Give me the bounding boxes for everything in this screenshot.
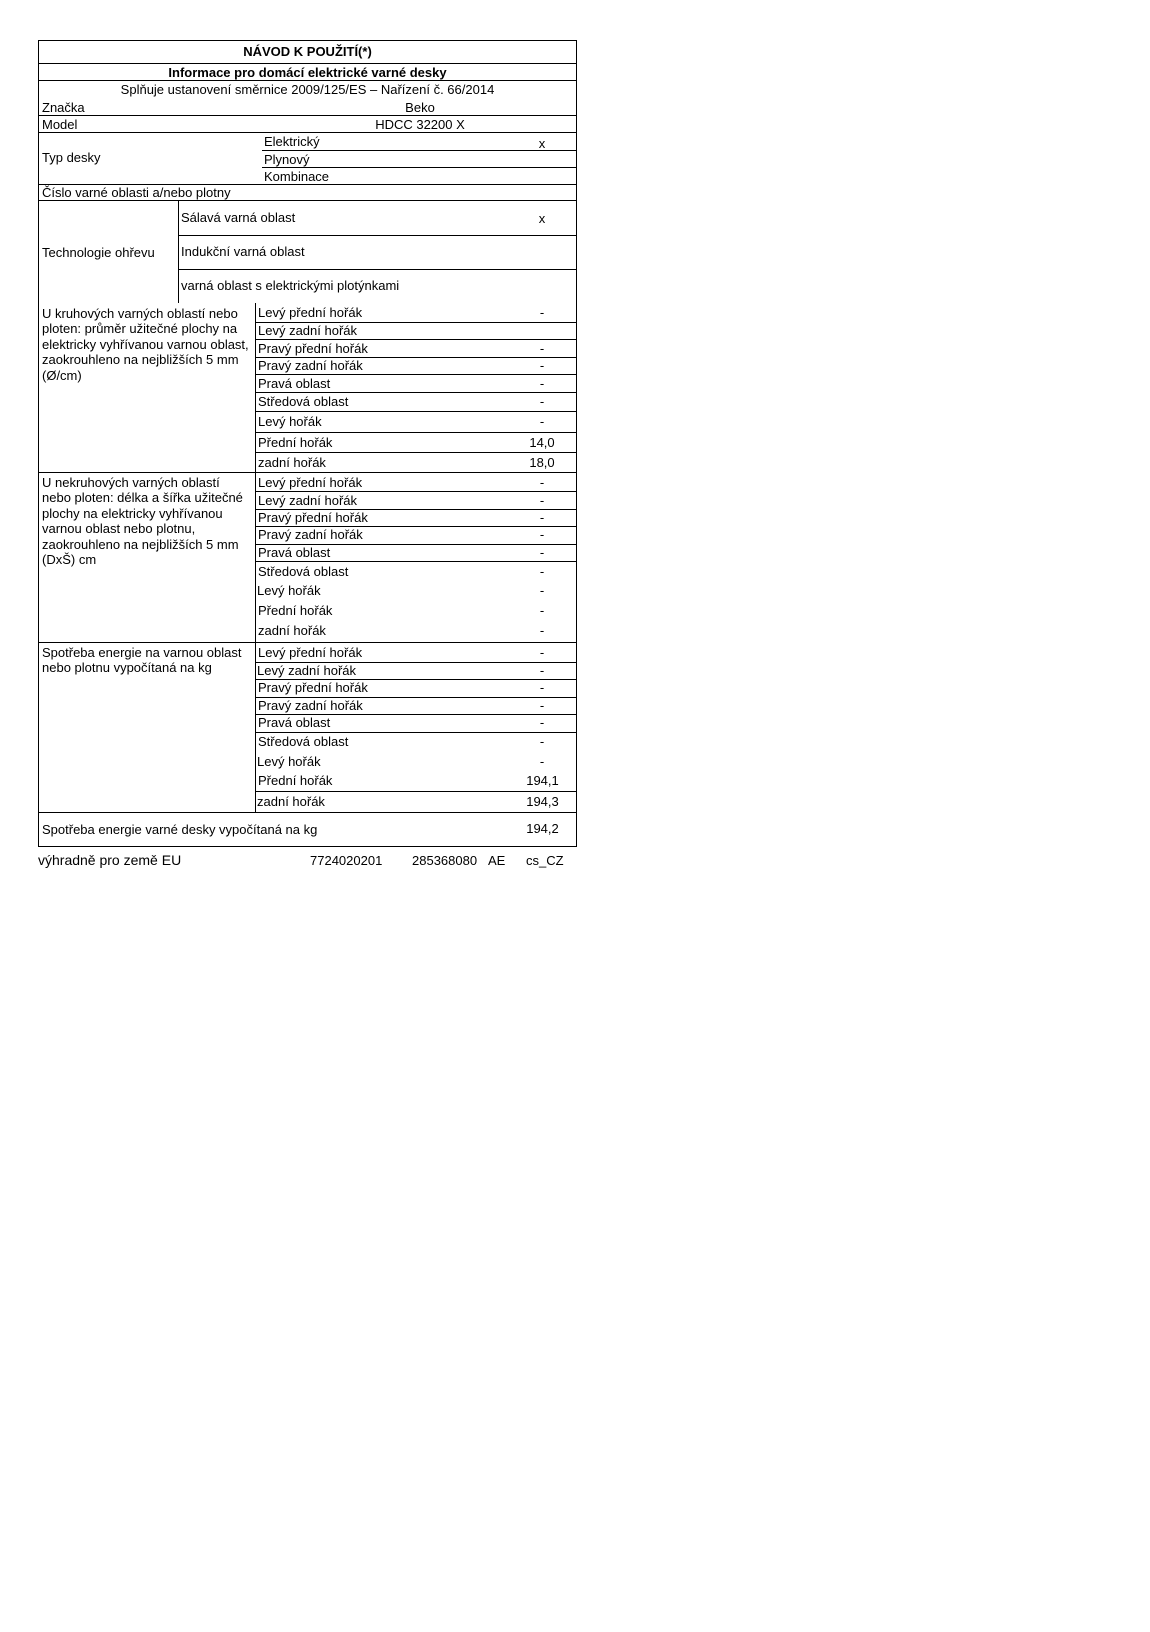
frame-bottom <box>38 846 577 847</box>
section-divider <box>38 642 577 643</box>
zone-row-name: zadní hořák <box>257 794 325 809</box>
section-divider <box>38 472 577 473</box>
section-label: U nekruhových varných oblastí nebo ploten: délka a šířka užitečné plochy na elektricky vyhřívanou varnou oblast nebo plotnu, zaokrouhleno na nejbližších 5 mm (DxŠ) cm <box>42 475 243 568</box>
zone-row-value: - <box>539 583 545 598</box>
zone-row-name: Pravý přední hořák <box>258 510 368 525</box>
page-subtitle: Informace pro domácí elektrické varné desky <box>168 65 447 80</box>
zone-row-value: - <box>539 734 545 749</box>
zone-row-name: zadní hořák <box>258 455 326 470</box>
zone-row-value: - <box>539 623 545 638</box>
divider <box>255 561 577 562</box>
zone-row-value: - <box>539 680 545 695</box>
section-label: Spotřeba energie na varnou oblast nebo plotnu vypočítaná na kg <box>42 645 242 676</box>
zone-row-name: Středová oblast <box>258 394 349 409</box>
divider <box>262 167 577 168</box>
section-divider <box>38 812 577 813</box>
divider <box>255 339 577 340</box>
zone-count-label: Číslo varné oblasti a/nebo plotny <box>42 185 231 200</box>
zone-row-value: - <box>539 545 545 560</box>
hob-type-option: Plynový <box>264 152 310 167</box>
heating-tech-option: varná oblast s elektrickými plotýnkami <box>181 278 400 293</box>
zone-row-value: 14,0 <box>529 435 555 450</box>
zone-row-value: - <box>539 394 545 409</box>
zone-row-name: Levý přední hořák <box>258 475 363 490</box>
zone-row-value: - <box>539 341 545 356</box>
zone-row-value: 194,3 <box>526 794 559 809</box>
divider <box>255 791 577 792</box>
zone-row-name: Levý hořák <box>257 583 321 598</box>
zone-row-name: Pravý zadní hořák <box>258 527 363 542</box>
column-divider <box>178 200 179 303</box>
zone-row-name: Pravý přední hořák <box>258 341 368 356</box>
heating-tech-option: Sálavá varná oblast <box>181 210 296 225</box>
zone-row-name: Levý zadní hořák <box>258 493 358 508</box>
brand-label: Značka <box>42 100 85 115</box>
zone-row-name: Levý zadní hořák <box>257 663 357 678</box>
zone-row-value: - <box>539 358 545 373</box>
zone-row-name: Středová oblast <box>258 564 349 579</box>
divider <box>38 63 577 64</box>
zone-row-value: - <box>539 754 545 769</box>
frame-right <box>576 40 577 847</box>
zone-row-value: - <box>539 715 545 730</box>
zone-row-value: - <box>539 663 545 678</box>
divider <box>255 491 577 492</box>
zone-row-value: - <box>539 645 545 660</box>
divider <box>38 132 577 133</box>
zone-row-value: - <box>539 475 545 490</box>
total-value: 194,2 <box>526 821 559 836</box>
zone-row-name: zadní hořák <box>258 623 326 638</box>
zone-row-value: - <box>539 527 545 542</box>
footer-code: AE <box>488 853 506 868</box>
divider <box>255 392 577 393</box>
zone-row-name: Přední hořák <box>258 773 333 788</box>
zone-row-name: Levý přední hořák <box>258 645 363 660</box>
model-label: Model <box>42 117 78 132</box>
zone-row-name: Pravá oblast <box>258 545 331 560</box>
footer-locale: cs_CZ <box>526 853 564 868</box>
zone-row-name: Pravá oblast <box>258 715 331 730</box>
divider <box>255 411 577 412</box>
zone-row-name: Levý přední hořák <box>258 305 363 320</box>
brand-value: Beko <box>405 100 435 115</box>
hob-type-label: Typ desky <box>42 150 101 165</box>
footer-code: 285368080 <box>412 853 478 868</box>
divider <box>178 269 577 270</box>
heating-tech-option: Indukční varná oblast <box>181 244 305 259</box>
zone-row-value: - <box>539 414 545 429</box>
zone-row-value: - <box>539 603 545 618</box>
hob-type-option: Kombinace <box>264 169 330 184</box>
regulation-text: Splňuje ustanovení směrnice 2009/125/ES – Nařízení č. 66/2014 <box>120 82 495 97</box>
hob-type-mark: x <box>538 136 546 151</box>
divider <box>255 732 577 733</box>
divider <box>255 432 577 433</box>
divider <box>178 235 577 236</box>
zone-row-name: Pravý zadní hořák <box>258 698 363 713</box>
zone-row-name: Přední hořák <box>258 603 333 618</box>
zone-row-value: - <box>539 305 545 320</box>
divider <box>255 452 577 453</box>
zone-row-name: Pravá oblast <box>258 376 331 391</box>
zone-row-value: - <box>539 564 545 579</box>
zone-row-value: - <box>539 510 545 525</box>
zone-row-name: Středová oblast <box>258 734 349 749</box>
page-title: NÁVOD K POUŽITÍ(*) <box>243 44 372 59</box>
zone-row-value: - <box>539 698 545 713</box>
heating-tech-label: Technologie ohřevu <box>42 245 155 260</box>
divider <box>38 200 577 201</box>
divider <box>38 80 577 81</box>
footer-code: 7724020201 <box>310 853 383 868</box>
total-label: Spotřeba energie varné desky vypočítaná na kg <box>42 822 318 837</box>
frame-left <box>38 40 39 847</box>
zone-row-name: Přední hořák <box>258 435 333 450</box>
divider <box>262 150 577 151</box>
model-value: HDCC 32200 X <box>375 117 465 132</box>
zone-row-name: Levý hořák <box>258 414 322 429</box>
zone-row-name: Levý hořák <box>257 754 321 769</box>
zone-row-value: - <box>539 376 545 391</box>
divider <box>38 115 577 116</box>
zone-row-value: - <box>539 493 545 508</box>
zone-row-name: Levý zadní hořák <box>258 323 358 338</box>
section-label: U kruhových varných oblastí nebo ploten: průměr užitečné plochy na elektricky vyhřívanou varnou oblast, zaokrouhleno na nejbližších 5 mm (Ø/cm) <box>42 306 249 383</box>
zone-row-name: Pravý přední hořák <box>258 680 368 695</box>
zone-row-value: 18,0 <box>529 455 555 470</box>
heating-tech-mark: x <box>538 211 546 226</box>
column-divider <box>255 303 256 812</box>
divider <box>255 374 577 375</box>
zone-row-name: Pravý zadní hořák <box>258 358 363 373</box>
zone-row-value: 194,1 <box>526 773 559 788</box>
footer-note: výhradně pro země EU <box>38 852 182 868</box>
frame-top <box>38 40 577 41</box>
hob-type-option: Elektrický <box>264 134 320 149</box>
